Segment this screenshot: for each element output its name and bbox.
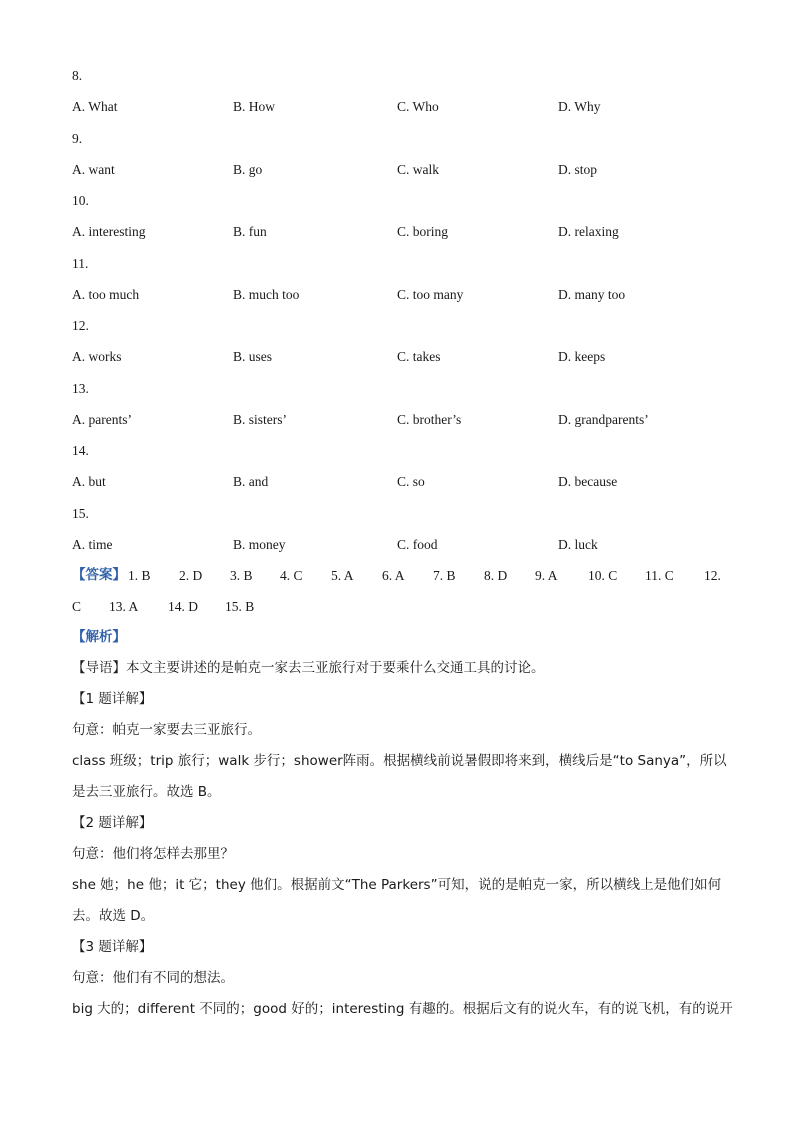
option-row: [72, 216, 732, 248]
question-list: [72, 60, 732, 560]
question-number: 15.: [72, 505, 89, 521]
option-d: D. luck: [558, 536, 598, 552]
explanation-line: big 大的；different 不同的；good 好的；interesting 有趣的。根据后文有的说火车，有的说飞机，有的说开: [72, 1001, 733, 1017]
option-c: C. takes: [397, 349, 441, 364]
question-number: 13.: [72, 380, 89, 396]
answer-line-1: [72, 560, 732, 591]
option-b: B. uses: [233, 349, 273, 364]
answer-item: 5. A: [331, 568, 354, 583]
answer-item: 2. D: [179, 568, 203, 583]
option-d: D. many too: [558, 286, 626, 302]
option-row: [72, 404, 732, 436]
question-item: [72, 373, 732, 436]
option-a: A. parents’: [72, 411, 132, 427]
answer-item: 12.: [704, 568, 721, 583]
answer-item: 11. C: [645, 568, 674, 583]
option-c: C. brother’s: [397, 411, 462, 427]
answer-item: 4. C: [280, 568, 303, 583]
question-item: [72, 498, 732, 561]
question-number: 9.: [72, 130, 83, 146]
option-row: [72, 341, 732, 373]
answer-item: C: [72, 599, 82, 614]
question-number: 14.: [72, 443, 89, 458]
option-row: [72, 154, 732, 186]
option-a: A. time: [72, 536, 113, 552]
option-row: [72, 466, 732, 498]
question-number: 8.: [72, 68, 83, 83]
detail-heading: 【1 题详解】: [72, 691, 153, 707]
option-row: [72, 279, 732, 311]
option-a: A. What: [72, 99, 118, 114]
detail-heading: 【3 题详解】: [72, 939, 153, 955]
document-page: [72, 60, 732, 1025]
option-d: D. because: [558, 474, 618, 489]
option-a: A. want: [72, 161, 115, 177]
option-c: C. food: [397, 536, 438, 552]
answer-item: 9. A: [535, 568, 558, 583]
question-item: [72, 123, 732, 186]
option-d: D. relaxing: [558, 224, 619, 239]
question-number: 12.: [72, 318, 89, 333]
answer-item: 13. A: [109, 599, 139, 614]
analysis-heading: 【解析】: [72, 629, 126, 645]
detail-section: [72, 808, 732, 932]
sentence-meaning: 句意：帕克一家要去三亚旅行。: [72, 722, 261, 738]
detail-heading: 【2 题详解】: [72, 815, 153, 831]
answer-item: 6. A: [382, 568, 405, 583]
option-c: C. so: [397, 474, 425, 489]
sentence-meaning: 句意：他们将怎样去那里？: [72, 846, 234, 862]
detail-section: [72, 932, 732, 1025]
question-item: [72, 248, 732, 311]
answer-tag: 【答案】: [72, 567, 126, 583]
answer-item: 1. B: [128, 568, 151, 583]
intro-tag: 【导语】: [72, 660, 126, 676]
answer-item: 10. C: [588, 568, 618, 583]
option-b: B. How: [233, 99, 276, 114]
answer-item: 7. B: [433, 568, 456, 583]
question-item: [72, 435, 732, 498]
option-b: B. money: [233, 536, 286, 552]
option-d: D. keeps: [558, 349, 606, 364]
option-d: D. grandparents’: [558, 411, 649, 427]
option-d: D. Why: [558, 99, 601, 114]
option-c: C. boring: [397, 224, 449, 239]
option-c: C. Who: [397, 99, 439, 114]
option-d: D. stop: [558, 161, 598, 177]
explanation-line: 去。故选 D。: [72, 908, 155, 924]
option-a: A. too much: [72, 286, 140, 302]
detail-section: [72, 684, 732, 808]
option-row: [72, 91, 732, 123]
question-item: [72, 310, 732, 373]
sentence-meaning: 句意：他们有不同的想法。: [72, 970, 234, 986]
option-b: B. much too: [233, 286, 300, 302]
answer-item: 15. B: [225, 599, 255, 614]
option-b: B. sisters’: [233, 411, 287, 427]
explanation-line: she 她；he 他；it 它；they 他们。根据前文“The Parkers”可知，说的是帕克一家，所以横线上是他们如何: [72, 877, 722, 893]
answer-line-2: [72, 591, 732, 622]
option-a: A. works: [72, 349, 122, 364]
explanation-line: class 班级；trip 旅行；walk 步行；shower阵雨。根据横线前说暑假即将来到，横线后是“to Sanya”，所以: [72, 753, 727, 769]
option-b: B. go: [233, 161, 263, 177]
question-item: [72, 60, 732, 123]
option-b: B. and: [233, 474, 269, 489]
question-number: 10.: [72, 193, 89, 208]
question-number: 11.: [72, 255, 89, 271]
question-item: [72, 185, 732, 248]
intro-text: 本文主要讲述的是帕克一家去三亚旅行对于要乘什么交通工具的讨论。: [126, 660, 545, 676]
intro-paragraph: [72, 653, 732, 684]
option-b: B. fun: [233, 224, 267, 239]
option-a: A. but: [72, 474, 106, 489]
answer-item: 8. D: [484, 568, 508, 583]
option-a: A. interesting: [72, 224, 146, 239]
explanation-line: 是去三亚旅行。故选 B。: [72, 784, 221, 800]
option-row: [72, 529, 732, 561]
option-c: C. walk: [397, 161, 439, 177]
option-c: C. too many: [397, 286, 464, 302]
answer-item: 14. D: [168, 599, 198, 614]
answer-key: [72, 560, 732, 622]
answer-item: 3. B: [230, 568, 253, 583]
